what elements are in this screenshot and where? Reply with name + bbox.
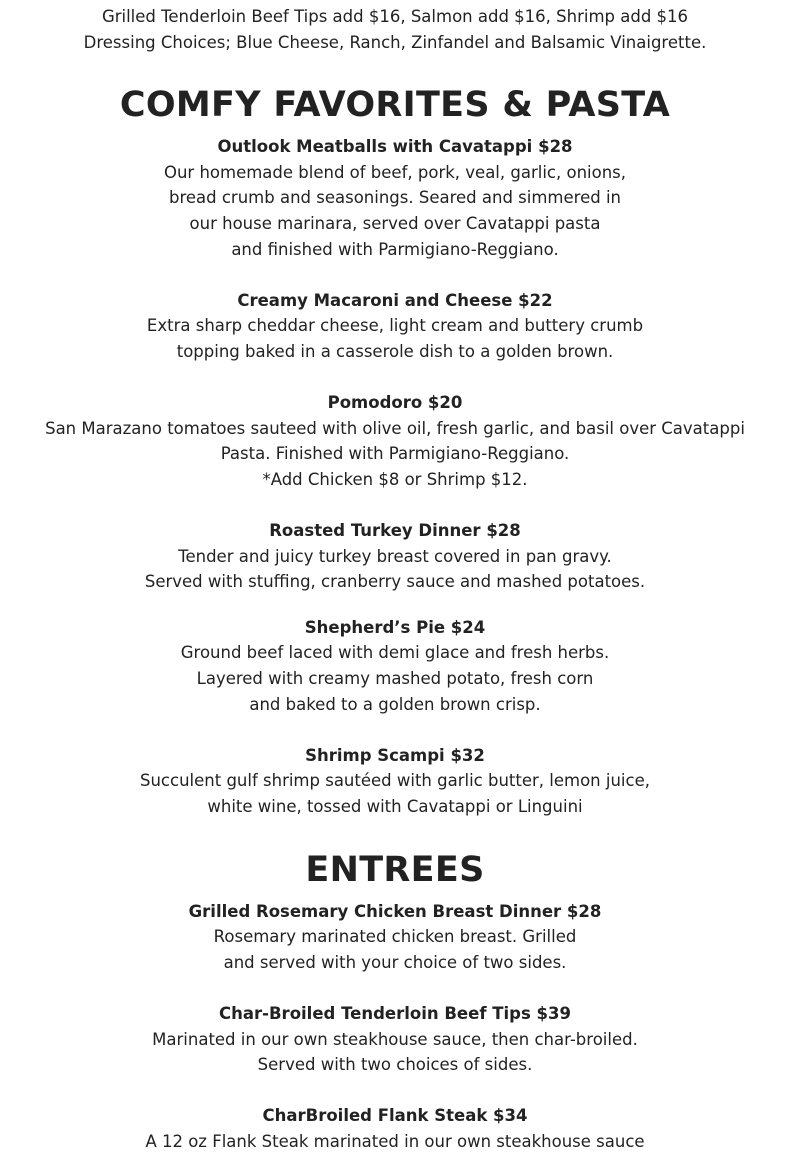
- menu-item-description-line: Extra sharp cheddar cheese, light cream and buttery crumb: [146, 316, 644, 336]
- menu-item-description-line: Ground beef laced with demi glace and fresh herbs.: [180, 643, 610, 663]
- menu-item-name: Shrimp Scampi $32: [305, 745, 485, 765]
- menu-intro: [0, 0, 790, 55]
- menu-item-description-line: and served with your choice of two sides.: [223, 952, 567, 972]
- menu-item-name: Pomodoro $20: [327, 393, 463, 413]
- menu-item-description-line: Marinated in our own steakhouse sauce, then char-broiled.: [152, 1029, 638, 1049]
- menu-item-description-line: Served with two choices of sides.: [257, 1055, 533, 1075]
- section-title: COMFY FAVORITES & PASTA: [119, 85, 671, 126]
- menu-item-description-line: Pasta. Finished with Parmigiano-Reggiano.: [220, 444, 570, 464]
- intro-line-dressing-choices: Dressing Choices; Blue Cheese, Ranch, Zinfandel and Balsamic Vinaigrette.: [83, 32, 707, 52]
- menu-item-description-line: Served with stuffing, cranberry sauce and mashed potatoes.: [144, 572, 646, 592]
- menu-item-description-line: topping baked in a casserole dish to a golden brown.: [176, 341, 614, 361]
- menu-item-description-line: Succulent gulf shrimp sautéed with garlic butter, lemon juice,: [140, 771, 650, 791]
- menu-item-description-line: San Marazano tomatoes sauteed with olive oil, fresh garlic, and basil over Cavatappi: [45, 418, 745, 438]
- menu-item-roasted-turkey: [0, 518, 790, 595]
- menu-item-description-line: Our homemade blend of beef, pork, veal, garlic, onions,: [163, 162, 627, 182]
- intro-line-add-proteins: Grilled Tenderloin Beef Tips add $16, Salmon add $16, Shrimp add $16: [101, 7, 689, 26]
- menu-item-description-line: our house marinara, served over Cavatappi pasta: [189, 213, 601, 233]
- menu-item-description-line: and baked to a golden brown crisp.: [249, 694, 541, 714]
- menu-item-name: Creamy Macaroni and Cheese $22: [237, 290, 553, 310]
- menu-item-description-line: Tender and juicy turkey breast covered in pan gravy.: [178, 546, 612, 566]
- menu-item-name: CharBroiled Flank Steak $34: [262, 1106, 528, 1126]
- menu-item-flank-steak: [0, 1103, 790, 1154]
- menu-item-pomodoro: [0, 390, 790, 492]
- menu-item-shrimp-scampi: [0, 743, 790, 820]
- menu-item-description-line: A 12 oz Flank Steak marinated in our own steakhouse sauce: [145, 1131, 645, 1151]
- menu-item-name: Shepherd’s Pie $24: [304, 617, 486, 637]
- menu-item-rosemary-chicken: [0, 899, 790, 976]
- menu-item-mac-and-cheese: [0, 288, 790, 365]
- menu-item-description-line: Layered with creamy mashed potato, fresh corn: [196, 669, 594, 689]
- menu-item-name: Char-Broiled Tenderloin Beef Tips $39: [219, 1004, 571, 1023]
- menu-item-description-line: white wine, tossed with Cavatappi or Linguini: [207, 797, 583, 817]
- section-title: ENTREES: [305, 849, 485, 890]
- menu-item-description-line: Rosemary marinated chicken breast. Grilled: [213, 927, 577, 947]
- menu-item-name: Roasted Turkey Dinner $28: [269, 521, 521, 541]
- menu-item-description-line: bread crumb and seasonings. Seared and simmered in: [168, 188, 621, 208]
- menu-item-name: Grilled Rosemary Chicken Breast Dinner $28: [188, 901, 602, 921]
- menu-item-shepherds-pie: [0, 615, 790, 717]
- section-entrees: [0, 820, 790, 1155]
- menu-item-name: Outlook Meatballs with Cavatappi $28: [217, 137, 573, 157]
- menu-item-description-line: and finished with Parmigiano-Reggiano.: [231, 239, 559, 259]
- menu-item-description-line: *Add Chicken $8 or Shrimp $12.: [262, 469, 528, 489]
- menu-item-tenderloin-beef-tips: [0, 1001, 790, 1078]
- menu-item-meatballs: [0, 134, 790, 262]
- section-comfy-favorites: [0, 55, 790, 819]
